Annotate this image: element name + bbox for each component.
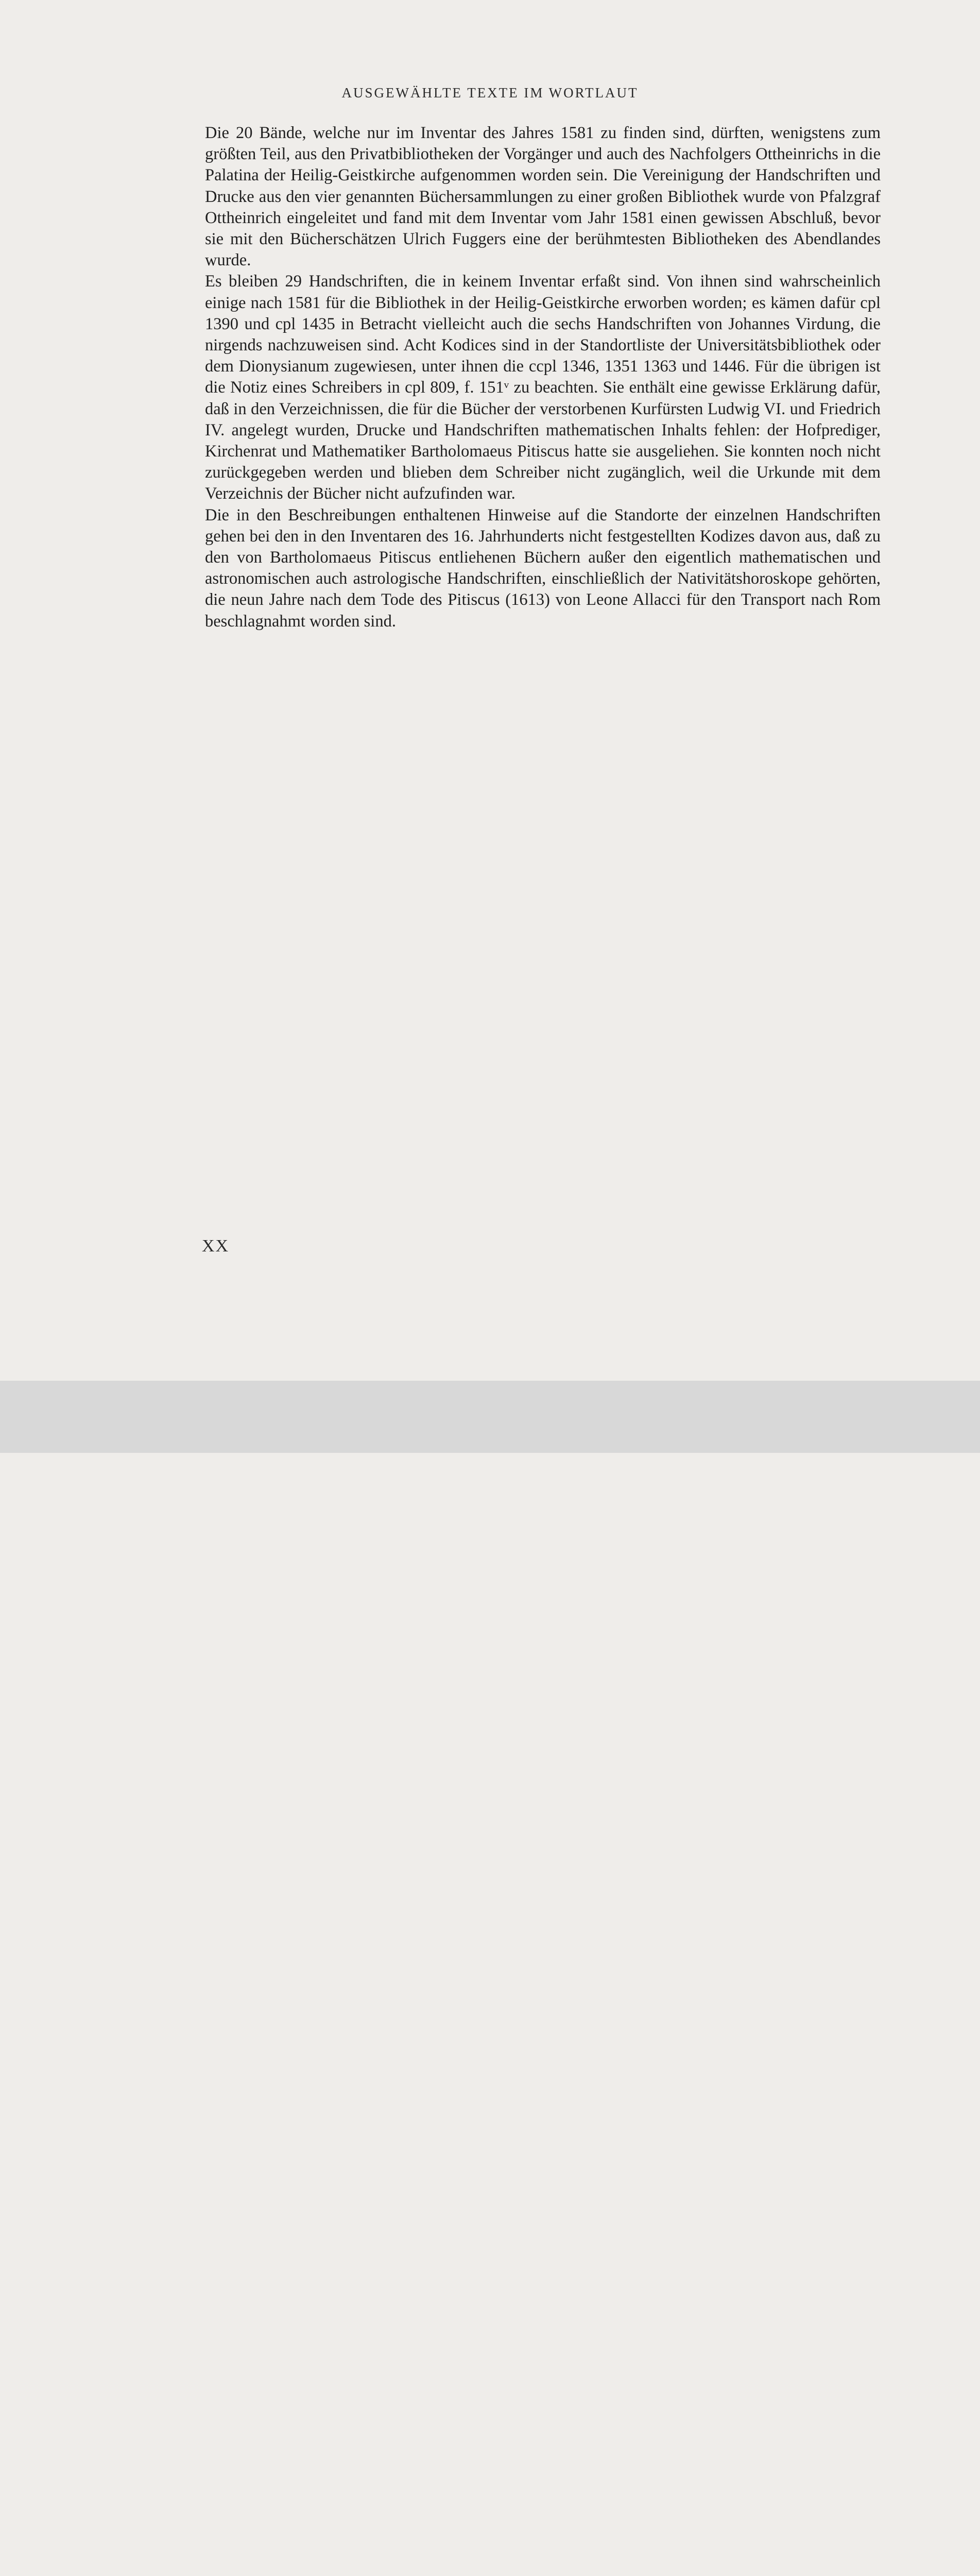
main-text bbox=[205, 123, 881, 632]
paragraph-1: Die 20 Bände, welche nur im Inventar des Jahres 1581 zu finden sind, dürften, wenigstens zum größten Teil, aus den Privatbibliotheken der Vorgänger und auch des Nachfolgers Ottheinrichs in die Palatina der Heilig-Geistkirche aufgenommen worden sein. Die Vereinigung der Handschriften und Drucke aus den vier genannten Büchersammlungen zu einer großen Bibliothek wurde von Pfalzgraf Ottheinrich eingeleitet und fand mit dem Inventar vom Jahr 1581 einen gewissen Abschluß, bevor sie mit den Bücherschätzen Ulrich Fuggers eine der berühmtesten Bibliotheken des Abendlandes wurde. bbox=[205, 124, 881, 270]
paragraph-3: Die in den Beschreibungen enthaltenen Hinweise auf die Standorte der einzelnen Handschriften gehen bei den in den Inventaren des 16. Jahrhunderts nicht festgestellten Kodizes davon aus, daß zu den von Bartholomaeus Pitiscus entliehenen Büchern außer den eigentlich mathematischen und astronomischen auch astrologische Handschriften, einschließlich der Nativitätshoroskope gehörten, die neun Jahre nach dem Tode des Pitiscus (1613) von Leone Allacci für den Transport nach Rom beschlagnahmt worden sind. bbox=[205, 505, 881, 631]
digitization-footer bbox=[0, 1381, 980, 1453]
page-number: XX bbox=[202, 1236, 230, 1256]
running-title: AUSGEWÄHLTE TEXTE IM WORTLAUT bbox=[341, 85, 639, 100]
paragraph-2: Es bleiben 29 Handschriften, die in keinem Inventar erfaßt sind. Von ihnen sind wahrscheinlich einige nach 1581 für die Bibliothek in der Heilig-Geistkirche erworben worden; es kämen dafür cpl 1390 und cpl 1435 in Betracht vielleicht auch die sechs Handschriften von Johannes Virdung, die nirgends nachzuweisen sind. Acht Kodices sind in der Standortliste der Universitätsbibliothek oder dem Dionysianum zugewiesen, unter ihnen die ccpl 1346, 1351 1363 und 1446. Für die übrigen ist die Notiz eines Schreibers in cpl 809, f. 151ᵛ zu beachten. Sie enthält eine gewisse Erklärung dafür, daß in den Verzeichnissen, die für die Bücher der verstorbenen Kurfürsten Ludwig VI. und Friedrich IV. angelegt wurden, Drucke und Handschriften mathematischen Inhalts fehlen: der Hofprediger, Kirchenrat und Mathematiker Bartholomaeus Pitiscus hatte sie ausgeliehen. Sie konnten noch nicht zurückgegeben werden und blieben dem Schreiber nicht zugänglich, weil die Urkunde mit dem Verzeichnis der Bücher nicht aufzufinden war. bbox=[205, 272, 881, 503]
